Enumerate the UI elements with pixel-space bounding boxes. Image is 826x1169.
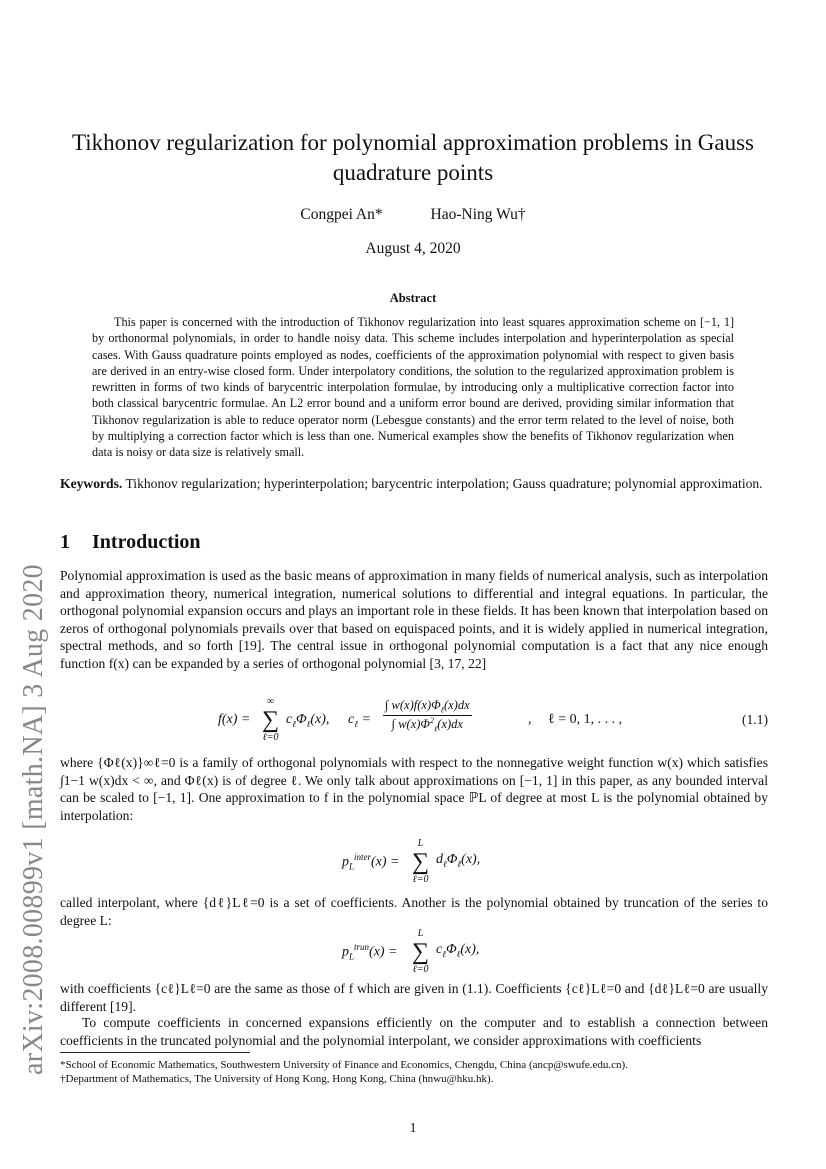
author-2: Hao-Ning Wu† bbox=[430, 206, 526, 223]
author-1: Congpei An* bbox=[300, 206, 383, 223]
page-number: 1 bbox=[409, 1120, 417, 1135]
footnote-1: *School of Economic Mathematics, Southwestern University of Finance and Economics, Chengdu, China (ancp@swufe.edu.cn). bbox=[60, 1059, 628, 1071]
section-title: Introduction bbox=[92, 531, 201, 553]
paper-date: August 4, 2020 bbox=[365, 240, 461, 257]
equation-truncation: $p_L^{trun}(x)$ = L ∑ ℓ=0 $c_\ell\Phi_\ell(x)$, bbox=[342, 928, 480, 975]
footnote-2: †Department of Mathematics, The University of Hong Kong, Hong Kong, China (hnwu@hku.hk). bbox=[60, 1073, 494, 1085]
arxiv-identifier: arXiv:2008.00899v1 [math.NA] 3 Aug 2020 bbox=[18, 564, 49, 1075]
paragraph-compute: To compute coefficients in concerned expansions efficiently on the computer and to establish a connection between coefficients in the truncated polynomial and the polynomial interpolant, we consider approximations with coefficients bbox=[60, 1015, 768, 1048]
equation-1-1: f(x) = ∞ ∑ ℓ=0 $c_\ell\Phi_\ell(x)$, $c_\ell$ = ∫ $w(x)f(x)\Phi_\ell(x)dx$ ∫ $w(x)\Phi^2_\ell(x)dx$ , ℓ = 0, 1, . . . , (1.1) bbox=[218, 696, 768, 743]
section-heading bbox=[60, 531, 201, 554]
footnote-rule bbox=[60, 1052, 250, 1053]
section-number: 1 bbox=[60, 531, 70, 553]
keywords bbox=[60, 475, 768, 493]
equation-1-1-range: ℓ = 0, 1, . . . , bbox=[548, 712, 623, 727]
author-list bbox=[0, 206, 826, 224]
paragraph-coefficients: with coefficients {cℓ}Lℓ=0 are the same as those of f which are given in (1.1). Coefficients {cℓ}Lℓ=0 and {dℓ}Lℓ=0 are usually different [19]. bbox=[60, 981, 768, 1014]
keywords-label: Keywords. bbox=[60, 476, 123, 491]
paragraph-weight: where {Φℓ(x)}∞ℓ=0 is a family of orthogonal polynomials with respect to the nonnegative weight function w(x) which satisfies ∫1−1 w(x)dx < ∞, and Φℓ(x) is of degree ℓ. We only talk about approximations on [−1, 1] in this paper, as any bounded interval can be scaled to [−1, 1]. One approximation to f in the polynomial space ℙL of degree at most L is the polynomial obtained by interpolation: bbox=[60, 755, 768, 823]
abstract-heading: Abstract bbox=[389, 291, 437, 305]
abstract-text: This paper is concerned with the introduction of Tikhonov regularization into least squares approximation scheme on [−1, 1] by orthonormal polynomials, in order to handle noisy data. This scheme includes interpolation and hyperinterpolation as special cases. With Gauss quadrature points employed as nodes, coefficients of the approximation polynomial with respect to given basis are derived in an entry-wise closed form. Under interpolatory conditions, the solution to the regularized approximation problem is rewritten in forms of two kinds of barycentric interpolation formulae, by introducing only a multiplicative correction factor into both classical barycentric formulae. An L2 error bound and a uniform error bound are derived, providing similar information that Tikhonov regularization is able to reduce operator norm (Lebesgue constants) and the error term related to the level of noise, both by multiplying a correction factor which is less than one. Numerical examples show the benefits of Tikhonov regularization when data is noisy or data size is relatively small. bbox=[92, 315, 734, 460]
equation-interpolant: $p_L^{inter}(x)$ = L ∑ ℓ=0 $d_\ell\Phi_\ell(x)$, bbox=[342, 838, 481, 885]
keywords-text: Tikhonov regularization; hyperinterpolation; barycentric interpolation; Gauss quadrature; polynomial approximation. bbox=[125, 476, 763, 491]
equation-1-1-label: (1.1) bbox=[741, 712, 768, 727]
paragraph-interpolant: called interpolant, where {dℓ}Lℓ=0 is a set of coefficients. Another is the polynomial obtained by truncation of the series to degree L: bbox=[60, 895, 768, 928]
paper-title: Tikhonov regularization for polynomial approximation problems in Gauss quadrature points bbox=[71, 130, 755, 185]
paragraph-intro: Polynomial approximation is used as the basic means of approximation in many fields of numerical analysis, such as interpolation and approximation theory, numerical integration, numerical solutions to differential and integral equations. In particular, the orthogonal polynomial expansion occurs and plays an important role in these fields. It has been known that interpolation based on zeros of orthogonal polynomials prevails over that based on equispaced points, and it is widely applied in numerical integration, spectral methods, and so forth [19]. The central issue in orthogonal polynomial computation is a fact that any nice enough function f(x) can be expanded by a series of orthogonal polynomial [3, 17, 22] bbox=[60, 568, 768, 671]
